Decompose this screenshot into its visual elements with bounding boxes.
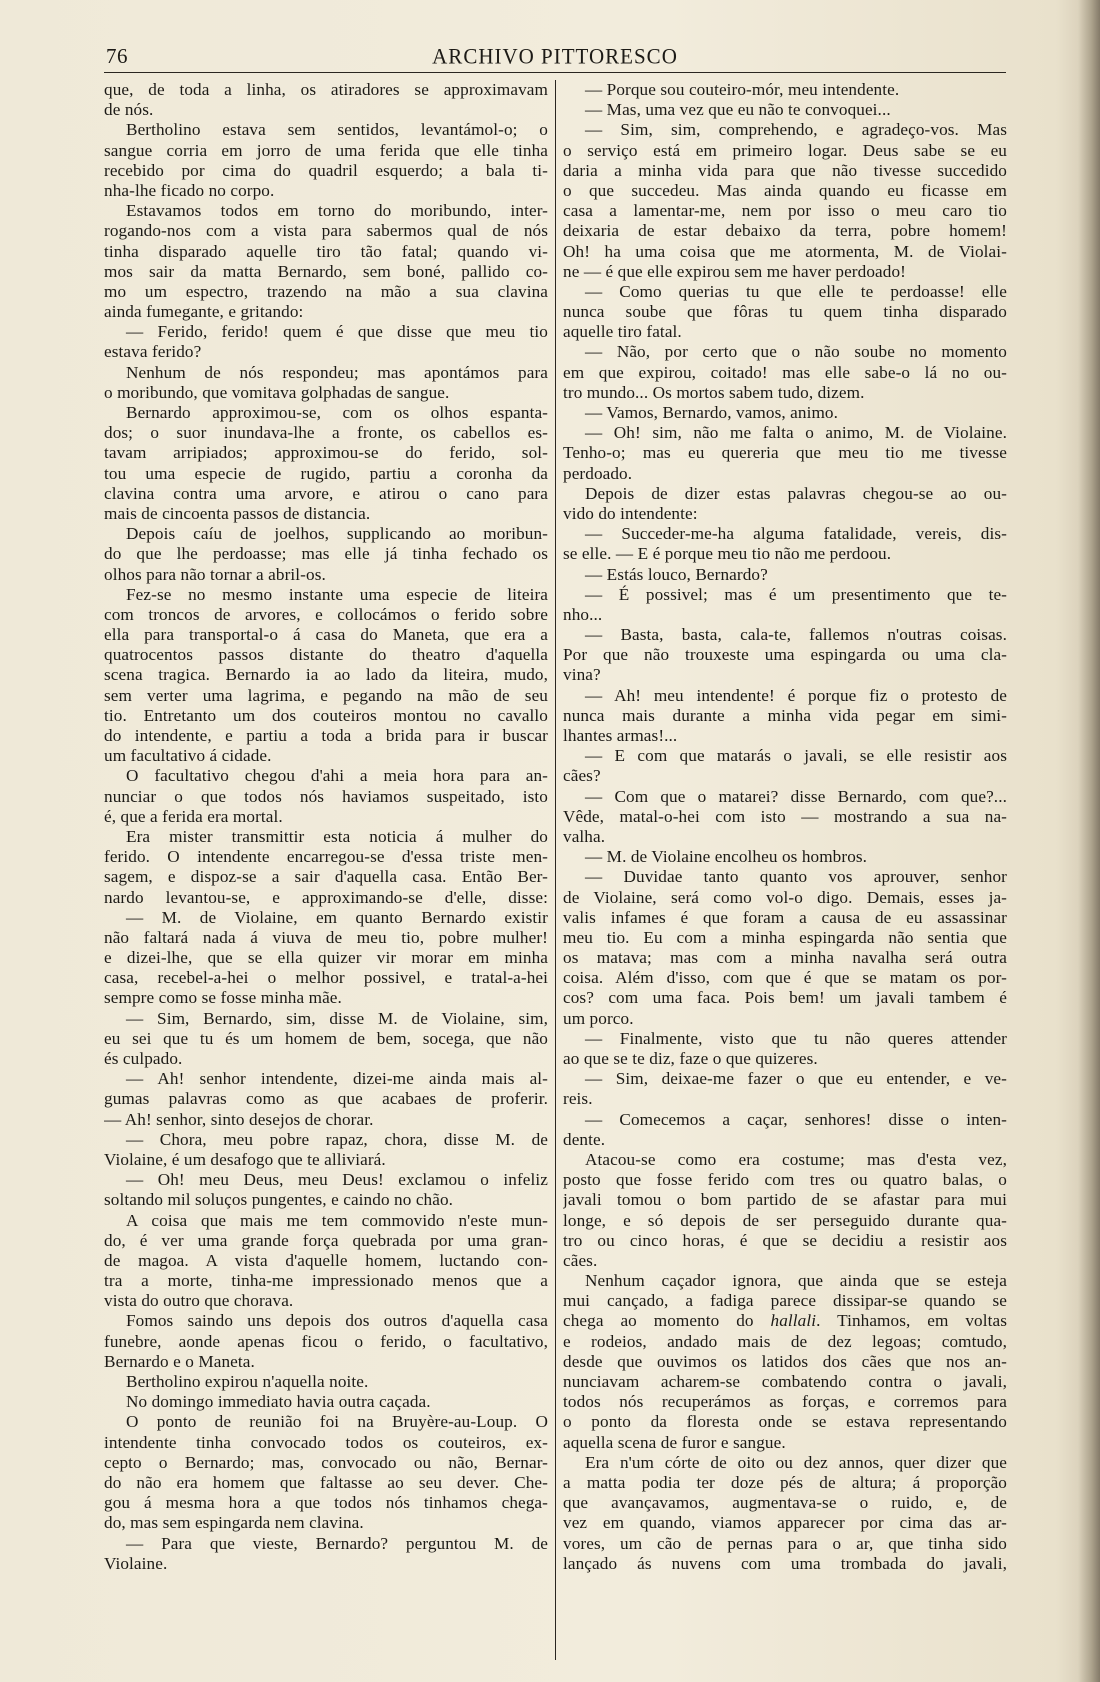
text-line: cepto o Bernardo; mas, convocado ou não, Bernar- <box>104 1452 548 1472</box>
text-line: Fez-se no mesmo instante uma especie de liteira <box>126 584 548 604</box>
text-line: dente. <box>563 1129 606 1149</box>
text-line: coisa. Além d'isso, com que é que se matam os por- <box>563 968 1007 988</box>
text-line: casa a lamentar-me, nem por isso o meu caro tio <box>563 201 1007 221</box>
text-line: Bertholino estava sem sentidos, levantámol-o; o <box>126 120 548 140</box>
text-line: — Ah! senhor, sinto desejos de chorar. <box>104 1109 374 1129</box>
text-line: tro ou cinco horas, é que se decidiu a resistir aos <box>563 1230 1007 1250</box>
text-line: que avançavamos, augmentava-se o ruido, e, de <box>563 1493 1007 1513</box>
text-line: — Sim, sim, comprehendo, e agradeço-vos. Mas <box>585 120 1007 140</box>
text-line: A coisa que mais me tem commovido n'este mun- <box>126 1210 548 1230</box>
text-line: — Mas, uma vez que eu não te convoquei... <box>585 100 891 120</box>
text-line: — Para que vieste, Bernardo? perguntou M. de <box>126 1533 548 1553</box>
text-line: lhantes armas!... <box>563 726 678 745</box>
text-line: — Succeder-me-ha alguma fatalidade, vereis, dis- <box>585 524 1007 544</box>
text-line: ferido. O intendente encarregou-se d'essa triste men- <box>104 847 548 867</box>
column-divider <box>555 80 556 1660</box>
text-line: deixaria de estar debaixo da terra, pobre homem! <box>563 221 1007 241</box>
text-line: Violaine. <box>104 1553 168 1573</box>
text-line: de Violaine, será como vol-o digo. Demais, esses ja- <box>563 887 1007 907</box>
text-line: scena tragica. Bernardo ia ao lado da liteira, mudo, <box>104 665 548 685</box>
text-line: Era n'um córte de oito ou dez annos, quer dizer que <box>585 1452 1007 1472</box>
text-line: Violaine, é um desafogo que te alliviará. <box>104 1149 386 1169</box>
text-line: aquelle tiro fatal. <box>563 322 682 342</box>
text-line: recebido por cima do quadril esquerdo; a bala ti- <box>104 160 548 180</box>
page-number: 76 <box>106 44 128 68</box>
text-line: mui cançado, a fadiga parece dissipar-se quando se <box>563 1291 1007 1311</box>
header-rule <box>104 72 1006 73</box>
text-line: — Comecemos a caçar, senhores! disse o inten- <box>585 1109 1007 1129</box>
text-line: cos? com uma faca. Pois bem! um javali tambem é <box>563 988 1007 1008</box>
page-gutter-shadow <box>1078 0 1100 1682</box>
text-line: valha. <box>563 826 606 846</box>
text-line: — Basta, basta, cala-te, fallemos n'outras coisas. <box>585 625 1007 645</box>
text-line: és culpado. <box>104 1049 183 1068</box>
text-line: tio. Entretanto um dos couteiros montou no cavallo <box>104 705 548 725</box>
text-line: que, de toda a linha, os atiradores se approximavam <box>104 80 548 99</box>
text-line: olhos para não tornar a abril-os. <box>104 564 326 584</box>
text-line: gumas palavras como as que acabaes de proferir. <box>104 1089 548 1109</box>
text-line: tra a morte, tinha-me impressionado menos que a <box>104 1271 548 1291</box>
text-line: ne — é que elle expirou sem me haver perdoado! <box>563 261 906 281</box>
text-line: tavam arripiados; approximou-se do ferido, sol- <box>104 443 548 463</box>
text-line: Bernardo approximou-se, com os olhos espanta- <box>126 403 548 422</box>
text-line: — Sim, Bernardo, sim, disse M. de Violaine, sim, <box>126 1008 548 1028</box>
text-line: do, é ver uma grande força quebrada por uma gran- <box>104 1230 548 1250</box>
text-line: desde que ouvimos os latidos dos cães que nos an- <box>563 1351 1007 1371</box>
text-line: o serviço está em primeiro logar. Deus sabe se eu <box>563 140 1007 160</box>
text-line: Bernardo e o Maneta. <box>104 1351 255 1371</box>
text-line: — Sim, deixae-me fazer o que eu entender, e ve- <box>585 1069 1007 1089</box>
text-line: do intendente, e partiu a toda a brida para ir buscar <box>104 726 548 745</box>
text-line: No domingo immediato havia outra caçada. <box>126 1392 431 1412</box>
text-line: Oh! ha uma coisa que me atormenta, M. de Violai- <box>563 241 1007 261</box>
text-line: vido do intendente: <box>563 503 698 523</box>
text-line: tinha disparado aquelle tiro tão fatal; quando vi- <box>104 241 548 261</box>
text-line: valis infames é que foram a causa de eu assassinar <box>563 907 1007 927</box>
text-line: — Porque sou couteiro-mór, meu intendente. <box>585 80 900 99</box>
text-line: Estavamos todos em torno do moribundo, inter- <box>126 201 548 221</box>
text-line: sagem, e dispoz-se a sair d'aquella casa. Então Ber- <box>104 867 548 887</box>
text-line: e dizei-lhe, que se ella quizer vir morar em minha <box>104 948 548 968</box>
text-line: vina? <box>563 665 601 685</box>
text-line: — M. de Violaine, em quanto Bernardo existir <box>126 907 548 927</box>
text-line: — E com que matarás o javali, se elle resistir aos <box>585 746 1007 766</box>
text-line: do que lhe perdoasse; mas elle já tinha fechado os <box>104 544 548 564</box>
text-line: vista do outro que chorava. <box>104 1291 294 1311</box>
text-line: Por que não trouxeste uma espingarda ou uma cla- <box>563 645 1007 665</box>
text-line: intendente tinha convocado todos os couteiros, ex- <box>104 1432 548 1452</box>
text-line: Nenhum caçador ignora, que ainda que se esteja <box>585 1271 1007 1291</box>
text-line: cães? <box>563 766 601 786</box>
text-line: nunciavam acharem-se combatendo contra o javali, <box>563 1372 1007 1391</box>
text-line: — Duvidae tanto quanto vos aprouver, senhor <box>585 867 1007 887</box>
text-line: mais de cincoenta passos de distancia. <box>104 503 371 523</box>
text-line: nunca soube que fôras tu quem tinha disparado <box>563 302 1007 322</box>
text-line: — Chora, meu pobre rapaz, chora, disse M. de <box>126 1129 548 1149</box>
text-line: — Ah! senhor intendente, dizei-me ainda mais al- <box>126 1069 548 1089</box>
text-line: Fomos saindo uns depois dos outros d'aquella casa <box>126 1311 548 1331</box>
text-line: — Com que o matarei? disse Bernardo, com que?... <box>585 786 1007 806</box>
text-line: dos; o suor inundava-lhe a fronte, os cabellos es- <box>104 423 548 443</box>
page-header <box>104 40 1006 74</box>
text-line: Atacou-se como era costume; mas d'esta vez, <box>585 1149 1007 1169</box>
text-line: todos nós recuperámos as forças, e corremos para <box>563 1392 1007 1412</box>
text-line: — Estás louco, Bernardo? <box>585 564 768 584</box>
text-line: não faltará nada á viuva de meu tio, pobre mulher! <box>104 927 548 947</box>
text-line: — Oh! sim, não me falta o animo, M. de Violaine. <box>585 423 1007 443</box>
text-line: Depois de dizer estas palavras chegou-se ao ou- <box>585 483 1007 503</box>
text-line: soltando mil soluços pungentes, e caindo no chão. <box>104 1190 454 1210</box>
text-line: tro mundo... Os mortos sabem tudo, dizem. <box>563 382 865 402</box>
text-line: Vêde, matal-o-hei com isto — mostrando a sua na- <box>563 806 1007 826</box>
running-title: ARCHIVO PITTORESCO <box>432 43 678 69</box>
text-line: o moribundo, que vomitava golphadas de sangue. <box>104 382 450 402</box>
text-line: mos sair da matta Bernardo, sem boné, pallido co- <box>104 261 548 281</box>
text-line: o que succedeu. Mas ainda quando eu ficasse em <box>563 180 1007 200</box>
text-line: — Vamos, Bernardo, vamos, animo. <box>585 403 839 422</box>
text-line: o ponto da floresta onde se estava representando <box>563 1412 1007 1432</box>
text-line: sem verter uma lagrima, e pegando na mão de seu <box>104 685 548 705</box>
text-line: vores, um cão de pernas para o ar, que tinha sido <box>563 1533 1007 1553</box>
text-line: Depois caíu de joelhos, supplicando ao moribun- <box>126 524 548 544</box>
text-line: clavina contra uma arvore, e atirou o cano para <box>104 483 548 503</box>
text-line: — Ah! meu intendente! é porque fiz o protesto de <box>585 685 1007 705</box>
text-line: de magoa. A vista d'aquelle homem, luctando con- <box>104 1250 548 1270</box>
text-line: nunca mais durante a minha vida pegar em simi- <box>563 705 1007 725</box>
text-line: se elle. — E é porque meu tio não me perdoou. <box>563 544 892 564</box>
text-line: — Finalmente, visto que tu não queres attender <box>585 1028 1007 1048</box>
text-line: chega ao momento do hallali. Tinhamos, em voltas <box>563 1311 1007 1331</box>
text-line: javali tomou o bom partido de se afastar para mui <box>563 1190 1007 1210</box>
left-text-column <box>104 80 548 1574</box>
text-line: os matava; mas com a minha navalha será outra <box>563 948 1007 968</box>
text-line: Bertholino expirou n'aquella noite. <box>126 1372 369 1391</box>
text-line: casa, recebel-a-hei o melhor possivel, e tratal-a-hei <box>104 968 548 988</box>
text-line: mo um espectro, trazendo na mão a sua clavina <box>104 281 548 301</box>
text-line: — M. de Violaine encolheu os hombros. <box>585 847 868 867</box>
text-line: estava ferido? <box>104 342 202 362</box>
text-line: gou á mesma hora a que todos nós tinhamos chega- <box>104 1493 548 1513</box>
text-line: — Oh! meu Deus, meu Deus! exclamou o infeliz <box>126 1170 548 1190</box>
text-line: quatrocentos passos distante do theatro d'aquella <box>104 645 548 665</box>
text-line: — É possivel; mas é um presentimento que te- <box>585 584 1007 604</box>
text-line: a matta podia ter doze pés de altura; á proporção <box>563 1472 1007 1492</box>
text-line: é, que a ferida era mortal. <box>104 806 283 826</box>
text-line: um porco. <box>563 1008 634 1028</box>
text-line: — Ferido, ferido! quem é que disse que meu tio <box>126 322 548 342</box>
text-line: Era mister transmittir esta noticia á mulher do <box>126 826 548 846</box>
text-line: O ponto de reunião foi na Bruyère-au-Loup. O <box>126 1412 548 1432</box>
text-line: aquella scena de furor e sangue. <box>563 1432 786 1452</box>
text-line: meu tio. Eu com a minha espingarda não sentia que <box>563 927 1007 947</box>
text-line: Nenhum de nós respondeu; mas apontámos para <box>126 362 548 382</box>
text-line: em que expirou, coitado! mas elle sabe-o lá no ou- <box>563 362 1007 382</box>
text-line: ainda fumegante, e gritando: <box>104 302 304 322</box>
text-line: — Como querias tu que elle te perdoasse! elle <box>585 281 1007 301</box>
text-line: cães. <box>563 1250 598 1270</box>
text-line: longe, e só depois de ser perseguido durante qua- <box>563 1210 1007 1230</box>
text-line: vez em quando, viamos apparecer por cima das ar- <box>563 1513 1007 1533</box>
text-line: O facultativo chegou d'ahi a meia hora para an- <box>126 766 548 786</box>
text-line: reis. <box>563 1089 593 1109</box>
right-text-column <box>563 80 1007 1574</box>
text-line: eu sei que tu és um homem de bem, socega, que não <box>104 1028 548 1048</box>
text-line: nha-lhe ficado no corpo. <box>104 180 275 200</box>
text-line: nho... <box>563 604 603 624</box>
text-line: ella para transportal-o á casa do Maneta, que era a <box>104 625 548 645</box>
text-line: sangue corria em jorro de uma ferida que elle tinha <box>104 140 548 160</box>
text-line: lançado ás nuvens com uma trombada do javali, <box>563 1553 1007 1573</box>
text-line: daria a minha vida para que não tivesse succedido <box>563 160 1007 180</box>
text-line: — Não, por certo que o não soube no momento <box>585 342 1007 362</box>
text-line: do, mas sem espingarda nem clavina. <box>104 1513 364 1533</box>
text-line: sempre como se fosse minha mãe. <box>104 988 342 1008</box>
text-line: do não era homem que faltasse ao seu dever. Che- <box>104 1472 548 1492</box>
text-line: ao que se te diz, faze o que quizeres. <box>563 1049 818 1068</box>
text-line: nardo levantou-se, e approximando-se d'elle, disse: <box>104 887 548 907</box>
text-line: Tenho-o; mas eu quereria que meu tio me tivesse <box>563 443 1007 463</box>
text-line: rogando-nos com a vista para sabermos qual de nós <box>104 221 548 241</box>
text-line: um facultativo á cidade. <box>104 746 272 766</box>
text-line: de nós. <box>104 100 154 120</box>
text-line: nunciar o que todos nós haviamos suspeitado, isto <box>104 786 548 806</box>
text-line: e rodeios, andado mais de dez legoas; comtudo, <box>563 1331 1007 1351</box>
text-line: com troncos de arvores, e collocámos o ferido sobre <box>104 604 548 624</box>
text-line: funebre, aonde apenas ficou o ferido, o facultativo, <box>104 1331 548 1351</box>
text-line: perdoado. <box>563 463 633 483</box>
text-line: posto que fosse ferido com tres ou quatro balas, o <box>563 1170 1007 1190</box>
text-line: tou uma especie de rugido, partiu a coronha da <box>104 463 548 483</box>
